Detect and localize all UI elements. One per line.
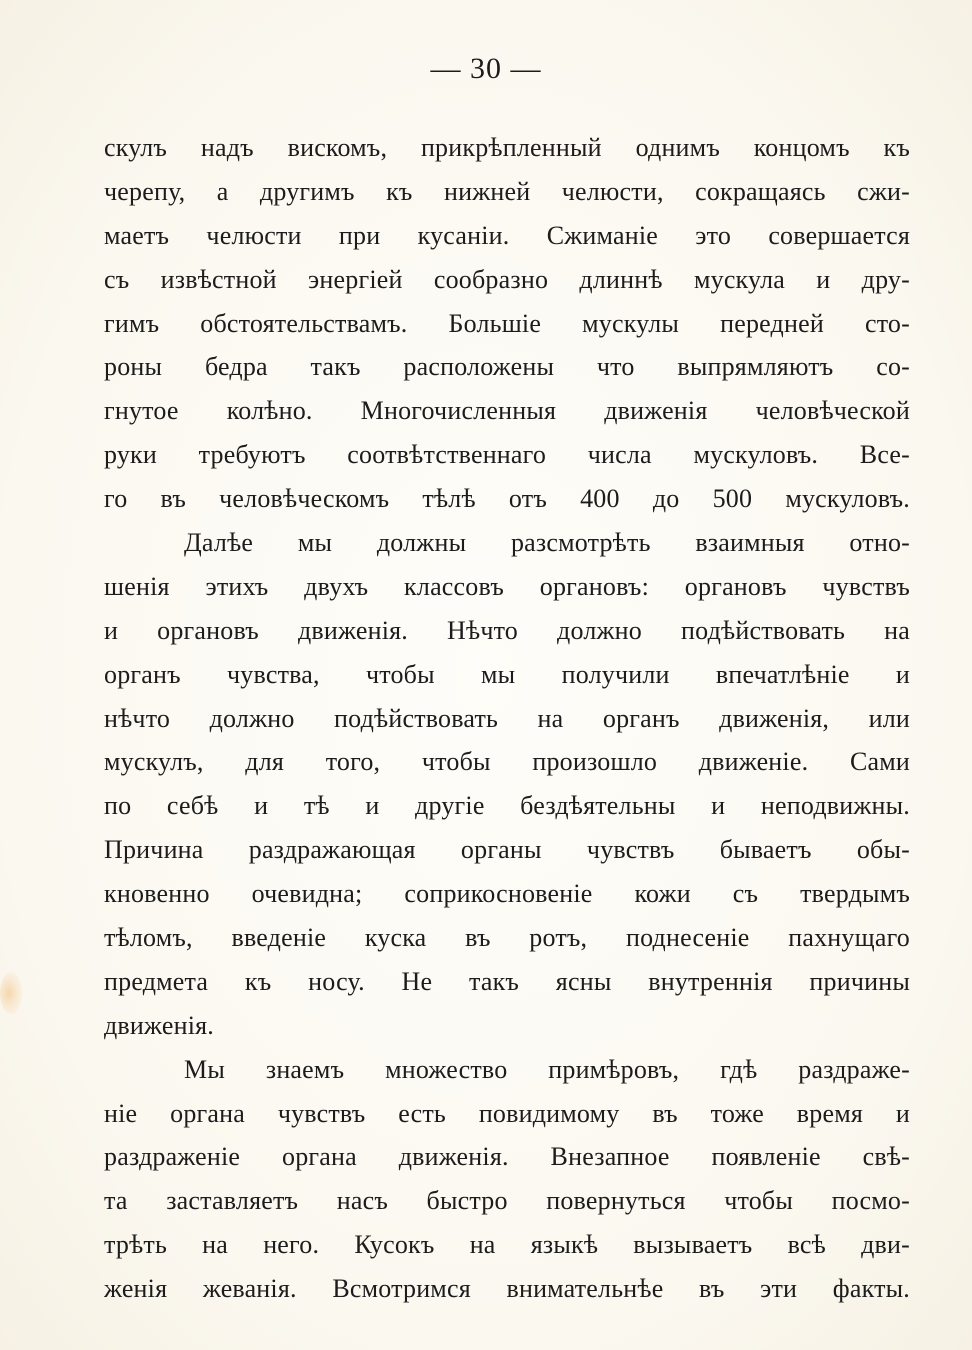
paper-stain xyxy=(0,972,22,1014)
text-line: мускулъ, для того, чтобы произошло движеніе. Сами xyxy=(104,747,910,777)
paragraph-start-line: Мы знаемъ множество примѣровъ, гдѣ раздраже- xyxy=(184,1054,910,1084)
text-line: по себѣ и тѣ и другіе бездѣятельны и неподвижны. xyxy=(104,791,910,821)
text-line: шенія этихъ двухъ классовъ органовъ: органовъ чувствъ xyxy=(104,571,910,601)
paragraph-start-line: Далѣе мы должны разсмотрѣть взаимныя отно- xyxy=(184,528,910,558)
text-line: трѣть на него. Кусокъ на языкѣ вызываетъ всѣ дви- xyxy=(104,1230,910,1260)
text-line: ніе органа чувствъ есть повидимому въ тоже время и xyxy=(104,1098,910,1128)
text-line: руки требуютъ соотвѣтственнаго числа мускуловъ. Все- xyxy=(104,440,910,470)
text-line: женія жеванія. Всмотримся внимательнѣе въ эти факты. xyxy=(104,1274,910,1304)
text-line: черепу, а другимъ къ нижней челюсти, сокращаясь сжи- xyxy=(104,176,910,206)
text-line: гимъ обстоятельствамъ. Большіе мускулы передней сто- xyxy=(104,308,910,338)
text-line: Причина раздражающая органы чувствъ бываетъ обы- xyxy=(104,835,910,865)
text-line: съ извѣстной энергіей сообразно длиннѣ мускула и дру- xyxy=(104,264,910,294)
page-number: — 30 — xyxy=(430,52,542,85)
paragraph-end-line: движенія. xyxy=(104,1010,214,1040)
text-line: маетъ челюсти при кусаніи. Сжиманіе это совершается xyxy=(104,220,910,250)
body-text xyxy=(104,126,910,1311)
text-line: та заставляетъ насъ быстро повернуться чтобы посмо- xyxy=(104,1186,910,1216)
text-line: и органовъ движенія. Нѣчто должно подѣйствовать на xyxy=(104,615,910,645)
text-line: нѣчто должно подѣйствовать на органъ движенія, или xyxy=(104,703,910,733)
text-line: раздраженіе органа движенія. Внезапное появленіе свѣ- xyxy=(104,1142,910,1172)
text-line: гнутое колѣно. Многочисленныя движенія человѣческой xyxy=(104,396,910,426)
text-line: предмета къ носу. Не такъ ясны внутреннія причины xyxy=(104,966,910,996)
text-line: го въ человѣческомъ тѣлѣ отъ 400 до 500 мускуловъ. xyxy=(104,484,910,514)
text-line: скулъ надъ вискомъ, прикрѣпленный однимъ концомъ къ xyxy=(104,133,910,162)
text-line: органъ чувства, чтобы мы получили впечатлѣніе и xyxy=(104,659,910,689)
text-line: роны бедра такъ расположены что выпрямляютъ со- xyxy=(104,352,910,382)
text-line: тѣломъ, введеніе куска въ ротъ, поднесеніе пахнущаго xyxy=(104,923,910,953)
text-line: кновенно очевидна; соприкосновеніе кожи съ твердымъ xyxy=(104,879,910,909)
